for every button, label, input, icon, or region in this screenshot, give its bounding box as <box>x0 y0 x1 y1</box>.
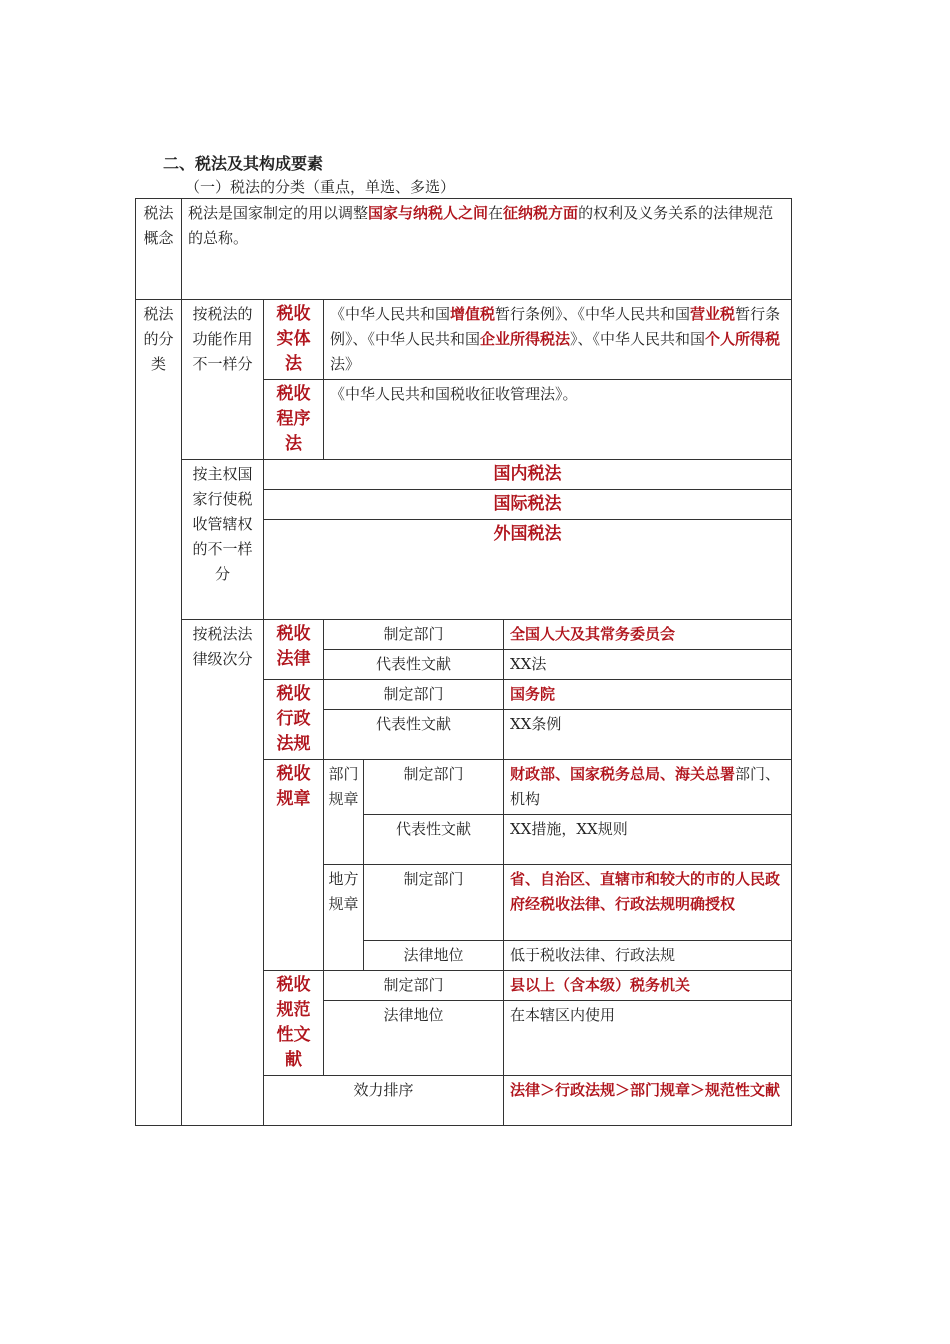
field-value: 低于税收法律、行政法规 <box>504 941 792 971</box>
tax-law-level-label: 税收法律 <box>264 620 324 680</box>
substantive-law-label: 税收实体法 <box>264 300 324 380</box>
regulation-level-label: 税收行政法规 <box>264 680 324 760</box>
field-value: 省、自治区、直辖市和较大的市的人民政府经税收法律、行政法规明确授权 <box>504 865 792 941</box>
local-rules-label: 地方规章 <box>324 865 364 971</box>
concept-text: 税法是国家制定的用以调整国家与纳税人之间在征纳税方面的权利及义务关系的法律规范的总称。 <box>182 199 792 300</box>
field-label: 制定部门 <box>324 620 504 650</box>
field-value: XX法 <box>504 650 792 680</box>
rules-level-label: 税收规章 <box>264 760 324 971</box>
field-value: 全国人大及其常务委员会 <box>504 620 792 650</box>
field-label: 法律地位 <box>324 1001 504 1076</box>
field-value: 财政部、国家税务总局、海关总署部门、机构 <box>504 760 792 815</box>
field-label: 法律地位 <box>364 941 504 971</box>
by-jurisdiction-label: 按主权国家行使税收管辖权的不一样分 <box>182 460 264 620</box>
field-value: 国务院 <box>504 680 792 710</box>
dept-rules-label: 部门规章 <box>324 760 364 865</box>
classification-label: 税法的分类 <box>136 300 182 1126</box>
jurisdiction-item: 国内税法 <box>264 460 792 490</box>
effect-order-label: 效力排序 <box>264 1076 504 1126</box>
by-function-label: 按税法的功能作用不一样分 <box>182 300 264 460</box>
field-value: XX条例 <box>504 710 792 760</box>
field-label: 代表性文献 <box>324 710 504 760</box>
procedural-law-label: 税收程序法 <box>264 380 324 460</box>
jurisdiction-item: 外国税法 <box>264 520 792 620</box>
by-level-label: 按税法法律级次分 <box>182 620 264 1126</box>
effect-order-value: 法律＞行政法规＞部门规章＞规范性文献 <box>504 1076 792 1126</box>
field-label: 制定部门 <box>324 971 504 1001</box>
procedural-law-example: 《中华人民共和国税收征收管理法》。 <box>324 380 792 460</box>
field-value: 县以上（含本级）税务机关 <box>504 971 792 1001</box>
field-label: 制定部门 <box>324 680 504 710</box>
substantive-law-examples: 《中华人民共和国增值税暂行条例》、《中华人民共和国营业税暂行条例》、《中华人民共和国企业所得税法》、《中华人民共和国个人所得税法》 <box>324 300 792 380</box>
field-label: 制定部门 <box>364 865 504 941</box>
subsection-heading: （一）税法的分类（重点，单选、多选） <box>185 178 456 196</box>
field-label: 代表性文献 <box>324 650 504 680</box>
field-value: XX措施，XX规则 <box>504 815 792 865</box>
concept-label: 税法概念 <box>136 199 182 300</box>
jurisdiction-item: 国际税法 <box>264 490 792 520</box>
field-label: 代表性文献 <box>364 815 504 865</box>
normative-level-label: 税收规范性文献 <box>264 971 324 1076</box>
field-value: 在本辖区内使用 <box>504 1001 792 1076</box>
section-heading: 二、税法及其构成要素 <box>163 154 324 173</box>
field-label: 制定部门 <box>364 760 504 815</box>
tax-law-table <box>135 198 792 1126</box>
